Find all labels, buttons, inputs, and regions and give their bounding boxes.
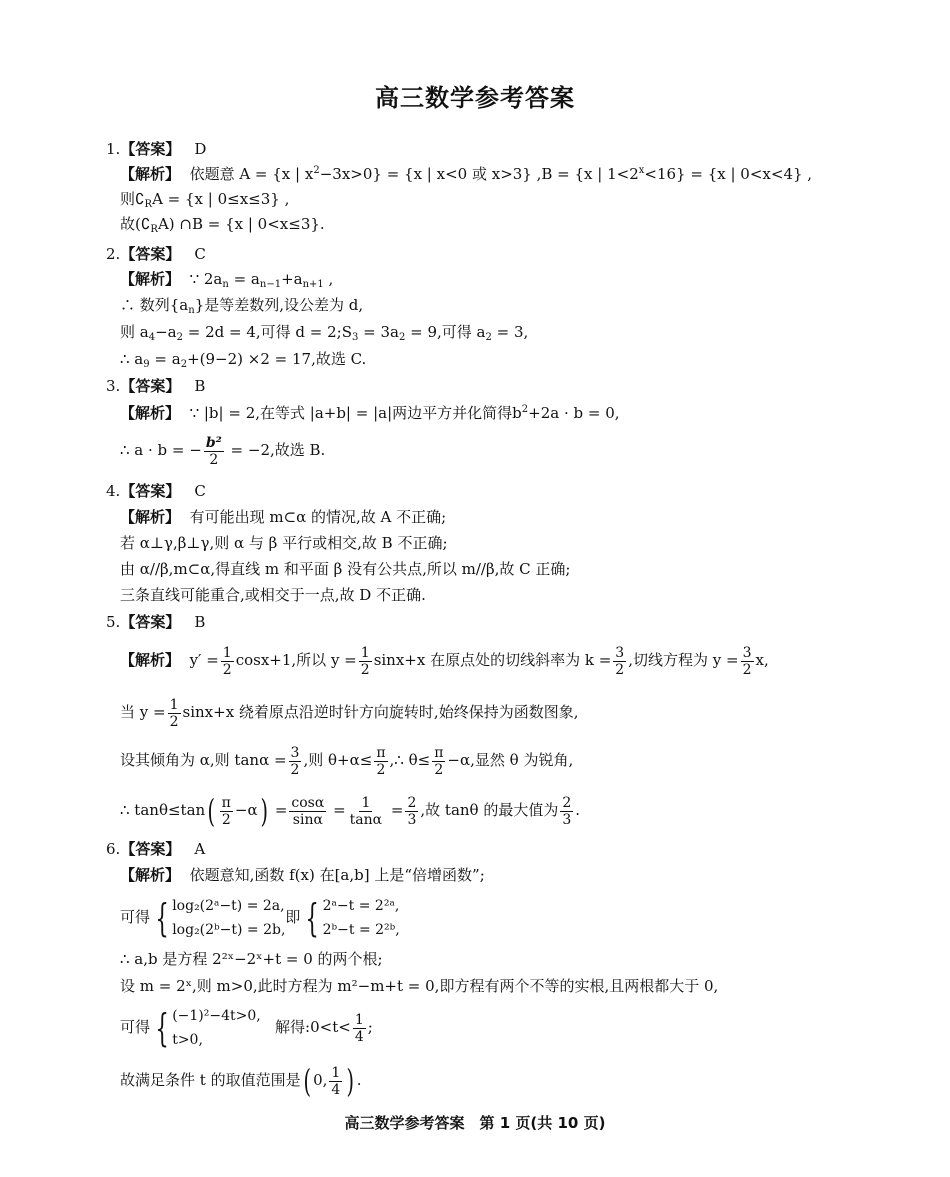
q2-text: −a <box>155 323 177 341</box>
q2-text: 2 <box>485 332 492 343</box>
analysis-tag: 【解析】 <box>120 651 181 669</box>
q3-text: +2a · b = 0, <box>528 404 620 422</box>
q5-fraction <box>560 795 573 828</box>
q1-analysis-line-2 <box>120 188 289 210</box>
q1-text: A = {x | 0≤x≤3} , <box>152 190 290 208</box>
q5-text: ,则 θ+α≤ <box>303 751 373 769</box>
q2-answer: C <box>194 245 206 263</box>
q6-analysis-line-1 <box>120 864 485 886</box>
q5-number: 5. <box>106 613 121 631</box>
q6-text: ∴ a,b 是方程 2²ˣ−2ˣ+t = 0 的两个根; <box>120 950 383 968</box>
q4-text: 有可能出现 m⊂α 的情况,故 A 不正确; <box>189 508 447 526</box>
q3-analysis-line-1 <box>120 402 620 424</box>
analysis-tag: 【解析】 <box>120 404 181 422</box>
q5-fraction-denominator: 2 <box>360 661 370 678</box>
q4-text: 由 α//β,m⊂α,得直线 m 和平面 β 没有公共点,所以 m//β,故 C 正确; <box>120 560 571 578</box>
q6-text: 设 m = 2ˣ,则 m>0,此时方程为 m²−m+t = 0,即方程有两个不等的实根,且两根都大于 0, <box>120 977 719 995</box>
q1-number: 1. <box>106 140 121 158</box>
q5-fraction-denominator: 3 <box>407 811 417 828</box>
q3-answer: B <box>194 377 206 395</box>
q1-text: 则∁ <box>120 190 145 208</box>
q5-fraction-denominator: 2 <box>221 811 231 828</box>
q5-fraction <box>221 645 234 678</box>
q5-fraction-numerator: 2 <box>562 794 572 811</box>
q5-answer: B <box>194 613 206 631</box>
q5-text: sinx+x 在原点处的切线斜率为 k = <box>373 651 612 669</box>
q6-analysis-line-2 <box>120 892 400 942</box>
q5-fraction-denominator: 3 <box>562 811 572 828</box>
q5-fraction-denominator: 2 <box>222 661 232 678</box>
q5-fraction-numerator: 1 <box>222 644 232 661</box>
q5-fraction <box>432 745 445 778</box>
q6-text: . <box>356 1071 362 1089</box>
q2-text: n−1 <box>259 279 282 290</box>
answer-tag: 【答案】 <box>120 840 181 858</box>
q5-fraction-denominator: 2 <box>169 713 179 730</box>
q6-fraction <box>353 1012 366 1045</box>
q3-text: = −2,故选 B. <box>225 441 326 459</box>
q6-analysis-line-4 <box>120 975 718 997</box>
q6-text: ( <box>303 1062 311 1100</box>
q5-fraction-numerator: 2 <box>407 794 417 811</box>
q2-text: 则 a <box>120 323 149 341</box>
q6-answer-line <box>106 838 205 860</box>
q5-text: ,切线方程为 y = <box>628 651 739 669</box>
q2-text: = 9,可得 a <box>405 323 486 341</box>
analysis-tag: 【解析】 <box>120 866 181 884</box>
q2-text: 2 <box>176 332 183 343</box>
q6-text: ; <box>367 1018 373 1036</box>
q6-system <box>172 1004 261 1052</box>
q6-brace: { <box>155 1006 169 1050</box>
q6-fraction-numerator: 1 <box>331 1064 341 1081</box>
q5-analysis-line-3 <box>120 740 573 780</box>
q6-text: ) <box>346 1062 355 1100</box>
q5-analysis-line-2 <box>120 692 578 732</box>
q3-text: 2 <box>521 404 529 415</box>
q2-text: = 3, <box>491 323 529 341</box>
q5-fraction <box>289 795 326 828</box>
q5-fraction-denominator: 2 <box>434 761 444 778</box>
q4-text: 若 α⊥γ,β⊥γ,则 α 与 β 平行或相交,故 B 不正确; <box>120 534 448 552</box>
q4-number: 4. <box>106 482 121 500</box>
q2-analysis-line-1 <box>120 268 333 290</box>
q2-analysis-line-2 <box>120 294 363 316</box>
q5-text: sinx+x 绕着原点沿逆时针方向旋转时,始终保持为函数图象, <box>182 703 579 721</box>
q5-fraction <box>374 745 387 778</box>
q1-text: −3x>0} = {x | x<0 或 x>3} ,B = {x | 1<2 <box>319 165 639 183</box>
q2-text: n+1 <box>302 279 324 290</box>
q2-text: = 3a <box>358 323 399 341</box>
q3-analysis-line-2 <box>120 430 325 470</box>
q6-text: 即 <box>285 908 301 926</box>
q5-text: 当 y = <box>120 703 166 721</box>
q5-fraction <box>289 745 302 778</box>
q3-fraction <box>204 435 224 468</box>
q5-text: 设其倾角为 α,则 tanα = <box>120 751 287 769</box>
q5-text: −α,显然 θ 为锐角, <box>447 751 574 769</box>
q4-analysis-line-2 <box>120 532 448 554</box>
q1-text: 依题意 A = {x | x <box>189 165 314 183</box>
q2-text: n <box>222 279 229 290</box>
q1-text: x <box>638 165 645 176</box>
q6-answer: A <box>194 840 206 858</box>
q5-fraction-numerator: π <box>376 744 386 761</box>
q2-number: 2. <box>106 245 121 263</box>
q6-text: t>0, <box>172 1032 203 1048</box>
q5-fraction <box>741 645 754 678</box>
q6-text: 可得 <box>120 1018 151 1036</box>
q2-analysis-line-4 <box>120 348 366 370</box>
q2-analysis-line-3 <box>120 321 528 343</box>
q5-text: −α <box>234 801 258 819</box>
q5-fraction-denominator: sinα <box>292 811 323 828</box>
q6-text: 0, <box>313 1071 328 1089</box>
q5-fraction-numerator: π <box>434 744 444 761</box>
q5-text: ,∴ θ≤ <box>389 751 431 769</box>
q2-text: = a <box>149 350 181 368</box>
q6-analysis-line-3 <box>120 948 383 970</box>
q5-fraction-numerator: 1 <box>360 644 370 661</box>
q5-fraction-numerator: π <box>221 794 231 811</box>
q5-fraction-numerator: 3 <box>742 644 752 661</box>
q5-text: = <box>386 801 404 819</box>
q2-text: +a <box>281 270 303 288</box>
q2-text: 4 <box>148 332 156 343</box>
q6-fraction-numerator: 1 <box>354 1011 364 1028</box>
q3-answer-line <box>106 375 205 397</box>
q5-text: y′ = <box>189 651 219 669</box>
q4-text: 三条直线可能重合,或相交于一点,故 D 不正确. <box>120 586 426 604</box>
q5-fraction-numerator: 1 <box>169 696 179 713</box>
q5-fraction-denominator: 2 <box>742 661 752 678</box>
q5-text: ) <box>260 792 268 830</box>
q2-text: }是等差数列,设公差为 d, <box>194 296 364 314</box>
answer-tag: 【答案】 <box>120 245 181 263</box>
q3-fraction-denominator: 2 <box>209 451 219 468</box>
q5-fraction <box>348 795 384 828</box>
q1-analysis-line-1 <box>120 163 812 185</box>
q5-fraction-numerator: 1 <box>361 794 371 811</box>
q3-fraction-numerator: b² <box>205 434 222 451</box>
q2-text: ∴ a <box>120 350 144 368</box>
q6-fraction-denominator: 4 <box>331 1081 341 1098</box>
q2-text: 3 <box>352 332 359 343</box>
q2-text: ∴ 数列{a <box>120 296 189 314</box>
q2-text: = a <box>228 270 260 288</box>
q6-text: 故满足条件 t 的取值范围是 <box>120 1071 301 1089</box>
q5-fraction <box>359 645 372 678</box>
q5-analysis-line-4 <box>120 790 580 830</box>
page-footer: 高三数学参考答案 第 1 页(共 10 页) <box>344 1114 606 1132</box>
q6-text: 2ᵇ−t = 2²ᵇ, <box>322 922 400 938</box>
q6-text: (−1)²−4t>0, <box>172 1008 261 1024</box>
analysis-tag: 【解析】 <box>120 508 181 526</box>
q5-analysis-line-1 <box>120 640 769 680</box>
q4-analysis-line-4 <box>120 584 426 606</box>
q5-text: . <box>575 801 581 819</box>
q2-text: 2 <box>398 332 406 343</box>
q6-brace: { <box>305 896 320 940</box>
answer-tag: 【答案】 <box>120 613 181 631</box>
q6-system <box>172 894 285 942</box>
analysis-tag: 【解析】 <box>120 270 181 288</box>
q1-text: A) ∩B = {x | 0<x≤3}. <box>157 215 325 233</box>
q6-text: 解得:0<t< <box>275 1018 351 1036</box>
q3-number: 3. <box>106 377 121 395</box>
q5-text: cosx+1,所以 y = <box>235 651 357 669</box>
q5-text: ,故 tanθ 的最大值为 <box>420 801 559 819</box>
q5-fraction-numerator: 3 <box>290 744 300 761</box>
q5-answer-line <box>106 611 205 633</box>
q1-analysis-line-3 <box>120 213 325 235</box>
q4-analysis-line-1 <box>120 506 446 528</box>
q5-fraction <box>405 795 418 828</box>
q6-analysis-line-5 <box>120 1002 373 1052</box>
q5-text: x, <box>755 651 769 669</box>
q5-fraction-numerator: cosα <box>291 794 325 811</box>
q2-text: n <box>188 305 195 316</box>
q1-text: 2 <box>313 165 320 176</box>
q1-answer: D <box>194 140 207 158</box>
q5-text: = <box>328 801 346 819</box>
q6-system <box>323 894 400 942</box>
q1-answer-line <box>106 138 206 160</box>
q1-text: <16} = {x | 0<x<4} , <box>644 165 813 183</box>
q5-fraction-numerator: 3 <box>615 644 625 661</box>
q5-fraction-denominator: 2 <box>290 761 300 778</box>
q2-answer-line <box>106 243 206 265</box>
q5-fraction <box>168 697 181 730</box>
q5-fraction <box>613 645 626 678</box>
q6-text: log₂(2ᵇ−t) = 2b, <box>172 922 286 938</box>
analysis-tag: 【解析】 <box>120 165 181 183</box>
q6-text: 2ᵃ−t = 2²ᵃ, <box>322 898 400 914</box>
q6-number: 6. <box>106 840 121 858</box>
q2-text: ∵ 2a <box>189 270 223 288</box>
q5-text: ∴ tanθ≤tan <box>120 801 206 819</box>
q5-fraction-denominator: 2 <box>615 661 625 678</box>
q6-brace: { <box>155 896 169 940</box>
q1-text: R <box>150 224 158 235</box>
q2-text: 9 <box>143 359 150 370</box>
q2-text: , <box>323 270 334 288</box>
q6-analysis-line-6 <box>120 1060 362 1100</box>
q4-analysis-line-3 <box>120 558 570 580</box>
q2-text: +(9−2) ×2 = 17,故选 C. <box>187 350 367 368</box>
q2-text: = 2d = 4,可得 d = 2;S <box>182 323 352 341</box>
q6-text: 可得 <box>120 908 151 926</box>
q3-text: ∴ a · b = − <box>120 441 202 459</box>
q5-text: = <box>270 801 288 819</box>
q5-fraction <box>220 795 233 828</box>
answer-tag: 【答案】 <box>120 140 181 158</box>
q1-text: 故(∁ <box>120 215 151 233</box>
q5-text: ( <box>207 792 216 830</box>
answer-tag: 【答案】 <box>120 482 181 500</box>
q1-text: R <box>144 199 153 210</box>
q6-text: 依题意知,函数 f(x) 在[a,b] 上是“倍增函数”; <box>189 866 485 884</box>
q6-fraction <box>329 1065 342 1098</box>
answer-tag: 【答案】 <box>120 377 181 395</box>
page-title: 高三数学参考答案 <box>375 83 575 112</box>
q5-fraction-denominator: tanα <box>349 811 383 828</box>
q5-fraction-denominator: 2 <box>376 761 386 778</box>
q6-text: log₂(2ᵃ−t) = 2a, <box>172 898 285 914</box>
q6-fraction-denominator: 4 <box>354 1028 364 1045</box>
q3-text: ∵ |b| = 2,在等式 |a+b| = |a|两边平方并化简得b <box>189 404 522 422</box>
q2-text: 2 <box>180 359 188 370</box>
q4-answer-line <box>106 480 206 502</box>
q4-answer: C <box>194 482 206 500</box>
